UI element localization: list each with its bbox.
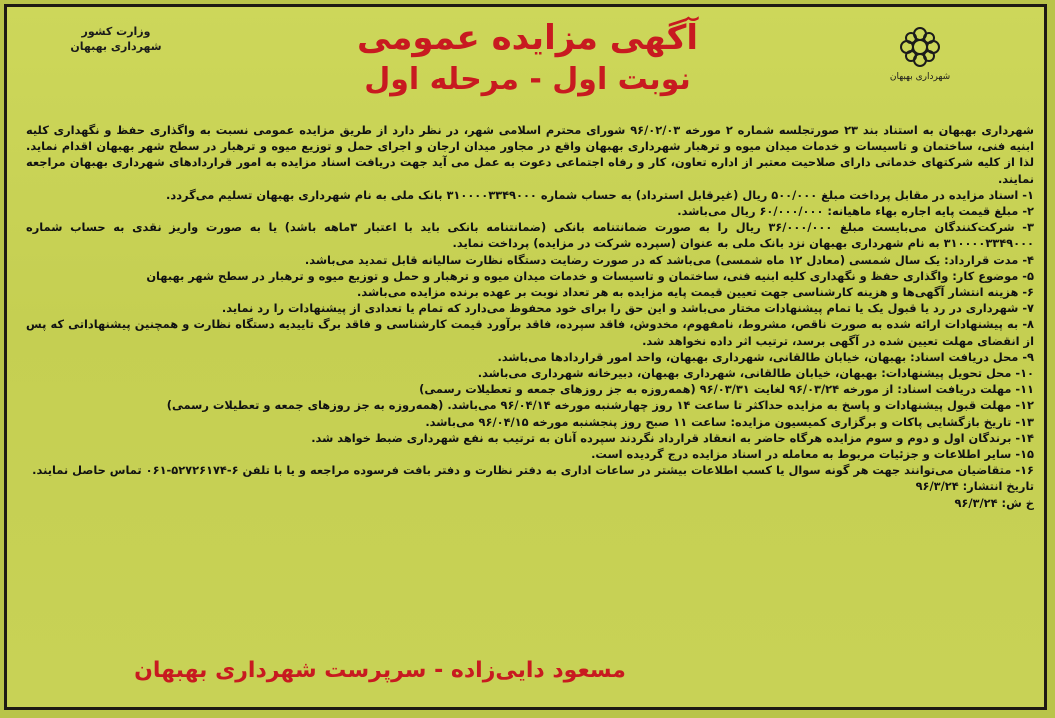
publication-dates: [26, 478, 1034, 510]
condition-item: ۱۲- مهلت قبول پیشنهادات و پاسخ به مزایده حداکثر تا ساعت ۱۴ روز چهارشنبه مورخه ۹۶/۰۴/۱۴ می‌باشد. (همه‌روزه به جز روزهای جمعه و تعطیلات رسمی): [166, 398, 1034, 413]
signature-line: مسعود دایی‌زاده - سرپرست شهرداری بهبهان: [134, 658, 626, 683]
notice-body: [26, 122, 1034, 511]
condition-item: ۲- مبلغ قیمت پایه اجاره بهاء ماهیانه: ۶۰/۰۰۰/۰۰۰ ریال می‌باشد.: [677, 204, 1034, 219]
publish-date: تاریخ انتشار: ۹۶/۳/۲۴: [915, 479, 1034, 494]
ministry-line-1: وزارت کشور: [81, 25, 151, 38]
condition-item: ۱۱- مهلت دریافت اسناد: از مورخه ۹۶/۰۳/۲۴ لغایت ۹۶/۰۳/۳۱ (همه‌روزه به جز روزهای جمعه و تعطیلات رسمی): [419, 382, 1034, 397]
kh-sh-date: خ ش: ۹۶/۳/۲۴: [954, 495, 1034, 510]
condition-item: ۵- موضوع کار: واگذاری حفظ و نگهداری کلیه ابنیه فنی، ساختمان و تاسیسات و خدمات میدان میوه و ترهبار و حمل و توزیع میوه و ترهبار در سطح شهر بهبهان: [146, 268, 1034, 283]
condition-item: ۱- اسناد مزایده در مقابل پرداخت مبلغ ۵۰۰/۰۰۰ ریال (غیرقابل استرداد) به حساب شماره ۳۱۰۰۰۰۳۳۴۹۰۰۰ بانک ملی به نام شهرداری بهبهان تسلیم می‌گردد.: [166, 187, 1034, 202]
condition-item: ۱۴- برندگان اول و دوم و سوم مزایده هرگاه حاضر به انعقاد قرارداد نگردند سپرده آنان به ترتیب به نفع شهرداری ضبط خواهد شد.: [311, 430, 1034, 445]
condition-item: ۱۵- سایر اطلاعات و جزئیات مربوط به معامله در اسناد مزایده درج گردیده است.: [591, 447, 1034, 462]
municipality-emblem-icon: [897, 24, 943, 70]
condition-item: ۱۰- محل تحویل پیشنهادات: بهبهان، خیابان طالقانی، شهرداری بهبهان، دبیرخانه شهرداری می‌باشد.: [477, 366, 1034, 381]
condition-item: ۹- محل دریافت اسناد: بهبهان، خیابان طالقانی، شهرداری بهبهان، واحد امور قراردادها می‌باشد.: [497, 349, 1034, 364]
condition-item: ۷- شهرداری در رد یا قبول یک یا تمام پیشنهادات مختار می‌باشد و این حق را برای خود محفوظ می‌دارد که تمام یا تعدادی از پیشنهادات را رد نماید.: [221, 301, 1034, 316]
condition-item: ۱۳- تاریخ بازگشایی پاکات و برگزاری کمیسیون مزایده: ساعت ۱۱ صبح روز پنجشنبه مورخه ۹۶/۰۴/۱۵ می‌باشد.: [425, 414, 1034, 429]
condition-item: ۴- مدت قرارداد: یک سال شمسی (معادل ۱۲ ماه شمسی) می‌باشد که در صورت رضایت دستگاه نظارت سالیانه قابل تمدید می‌باشد.: [304, 252, 1034, 267]
condition-item: ۱۶- متقاضیان می‌توانند جهت هر گونه سوال یا کسب اطلاعات بیشتر در ساعات اداری به دفتر نظارت و دفتر بافت فرسوده مراجعه و یا با تلفن ۶-۵۲۷۲۶۱۷۴-۰۶۱ تماس حاصل نمایند.: [32, 463, 1034, 478]
condition-item: ۶- هزینه انتشار آگهی‌ها و هزینه کارشناسی جهت تعیین قیمت پایه مزایده به هر تعداد نوبت بر عهده برنده مزایده می‌باشد.: [357, 285, 1034, 300]
condition-item: ۳- شرکت‌کنندگان می‌بایست مبلغ ۳۶/۰۰۰/۰۰۰ ریال را به صورت ضمانتنامه بانکی (ضمانتنامه بانکی باید با اعتبار ۳ماهه باشد) یا به صورت واریز نقدی به حساب شماره ۳۱۰۰۰۰۳۳۴۹۰۰۰ به نام شهرداری بهبهان نزد بانک ملی به عنوان (سپرده شرکت در مزایده) پرداخت نماید.: [26, 220, 1034, 251]
condition-item: ۸- به پیشنهادات ارائه شده به صورت ناقص، مشروط، نامفهوم، مخدوش، فاقد سپرده، فاقد برآورد قیمت کارشناسی و فاقد برگ تاییدیه دستگاه نظارت و همچنین پیشنهاداتی که پس از انقضای مهلت تعیین شده در آگهی برسد، ترتیب اثر داده نخواهد شد.: [26, 317, 1034, 348]
intro-paragraph: شهرداری بهبهان به استناد بند ۲۳ صورتجلسه شماره ۲ مورخه ۹۶/۰۲/۰۳ شورای محترم اسلامی شهر، در نظر دارد از طریق مزایده عمومی نسبت به واگذاری حفظ و نگهداری کلیه ابنیه فنی، ساختمان و تاسیسات و خدمات میدان میوه و ترهبار شهرداری بهبهان واقع در مجاور میدان ارجان و اجرای حمل و توزیع میوه و ترهبار در سطح شهر بهبهان اقدام نماید. لذا از کلیه شرکتهای خدماتی دارای صلاحیت معتبر از اداره تعاون، کار و رفاه اجتماعی دعوت به عمل می آید جهت دریافت اسناد مزایده به امور قراردادهای شهرداری بهبهان مراجعه نمایند.: [26, 123, 1034, 186]
conditions-list: [26, 187, 1034, 479]
title-line-2: نوبت اول - مرحله اول: [364, 62, 691, 97]
ministry-label: [56, 24, 176, 54]
title-line-1: آگهی مزایده عمومی: [356, 18, 699, 58]
ministry-line-2: شهرداری بهبهان: [70, 40, 162, 53]
logo-caption: شهرداری بهبهان: [889, 72, 951, 82]
municipality-logo: [888, 24, 952, 96]
notice-title: [200, 16, 855, 100]
